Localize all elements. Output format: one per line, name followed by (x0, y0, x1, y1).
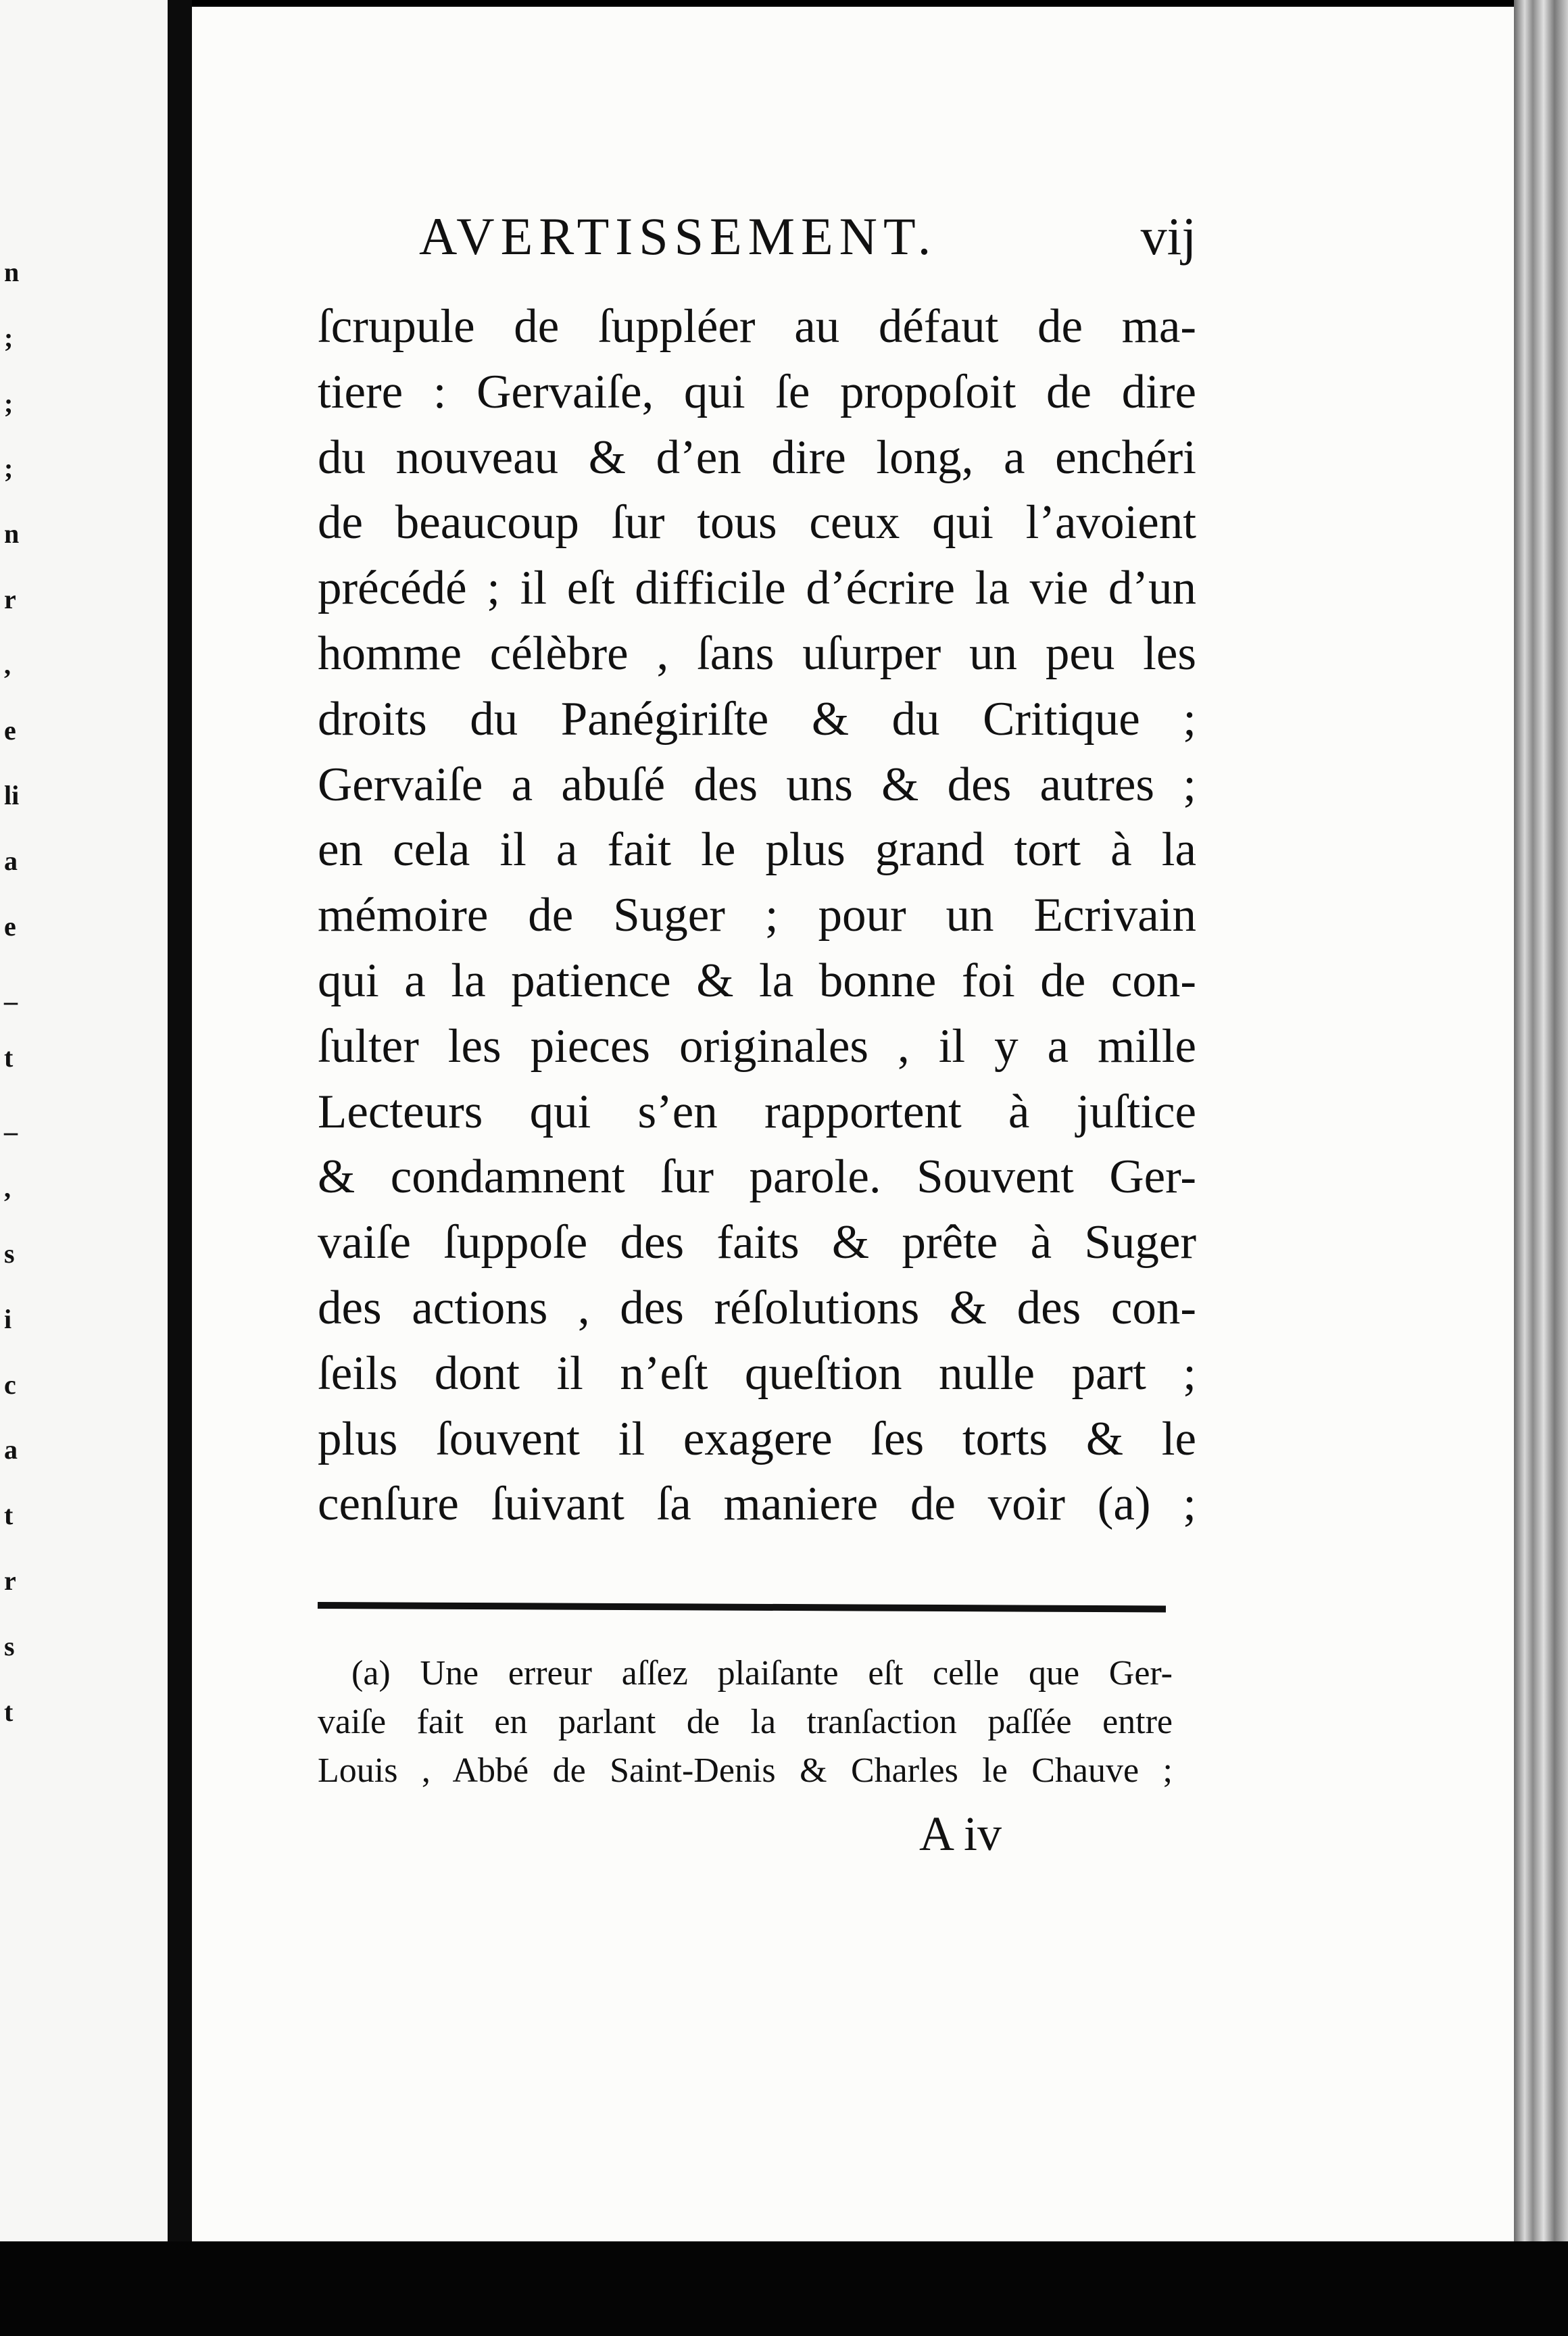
footnote-line: vaiſe fait en parlant de la tranſaction paſſée entre (318, 1703, 1173, 1741)
text-line: homme célèbre , ſans uſurper un peu les (318, 627, 1196, 680)
text-line: des actions , des réſolutions & des con- (318, 1281, 1196, 1334)
facing-page-fragment (0, 0, 168, 2244)
text-line: précédé ; il eſt difficile d’écrire la vie d’un (318, 562, 1196, 615)
facing-page-letter: s (4, 1630, 15, 1661)
text-line: ſeils dont il n’eſt queſtion nulle part ; (318, 1346, 1196, 1400)
facing-page-letter: i (4, 1303, 12, 1334)
facing-page-letter: , (4, 1173, 11, 1204)
text-line: Lecteurs qui s’en rapportent à juſtice (318, 1085, 1196, 1138)
text-line: du nouveau & d’en dire long, a enchéri (318, 431, 1196, 484)
scan-bottom-border (0, 2241, 1568, 2336)
facing-page-letter: t (4, 1500, 14, 1531)
page-number: vij (1140, 207, 1196, 266)
text-line: de beaucoup ſur tous ceux qui l’avoient (318, 496, 1196, 550)
text-line: & condamnent ſur parole. Souvent Ger- (318, 1150, 1196, 1204)
facing-page-letter: _ (4, 1107, 18, 1138)
facing-page-letter: e (4, 910, 16, 942)
text-line: cenſure ſuivant ſa maniere de voir (a) ; (318, 1478, 1196, 1531)
facing-page-letter: li (4, 780, 20, 811)
facing-page-letters (0, 240, 27, 1745)
facing-page-letter: , (4, 649, 11, 680)
facing-page-letter: t (4, 1696, 14, 1727)
text-line: qui a la patience & la bonne foi de con- (318, 954, 1196, 1007)
facing-page-letter: _ (4, 976, 18, 1007)
facing-page-letter: r (4, 1565, 16, 1596)
text-line: mémoire de Suger ; pour un Ecrivain (318, 889, 1196, 942)
text-line: tiere : Gervaiſe, qui ſe propoſoit de dire (318, 365, 1196, 418)
facing-page-letter: r (4, 583, 16, 614)
facing-page-letter: e (4, 714, 16, 746)
text-line: droits du Panégiriſte & du Critique ; (318, 692, 1196, 746)
facing-page-letter: n (4, 257, 20, 287)
running-head: AVERTISSEMENT. (419, 207, 937, 266)
facing-page-letter: a (4, 1434, 18, 1465)
text-line: en cela il a fait le plus grand tort à la (318, 823, 1196, 877)
body-text (318, 294, 1196, 1537)
text-line: Gervaiſe a abuſé des uns & des autres ; (318, 758, 1196, 811)
text-line: plus ſouvent il exagere ſes torts & le (318, 1412, 1196, 1465)
signature-mark: A iv (919, 1807, 1002, 1861)
facing-page-letter: a (4, 846, 18, 877)
page-edge (1514, 0, 1568, 2336)
facing-page-letter: ; (4, 453, 14, 484)
footnote (318, 1649, 1173, 1795)
facing-page-letter: ; (4, 387, 14, 418)
binding-gutter (168, 0, 192, 2336)
facing-page-letter: c (4, 1369, 16, 1400)
text-line: ſcrupule de ſuppléer au défaut de ma- (318, 300, 1196, 353)
facing-page-letter: ; (4, 322, 14, 353)
facing-page-letter: s (4, 1238, 15, 1269)
facing-page-letter: n (4, 518, 20, 550)
footnote-line: (a) Une erreur aſſez plaiſante eſt celle que Ger- (351, 1654, 1173, 1693)
text-line: vaiſe ſuppoſe des faits & prête à Suger (318, 1216, 1196, 1269)
text-line: ſulter les pieces originales , il y a mille (318, 1019, 1196, 1073)
footnote-line: Louis , Abbé de Saint-Denis & Charles le Chauve ; (318, 1751, 1173, 1790)
facing-page-letter: t (4, 1042, 14, 1073)
